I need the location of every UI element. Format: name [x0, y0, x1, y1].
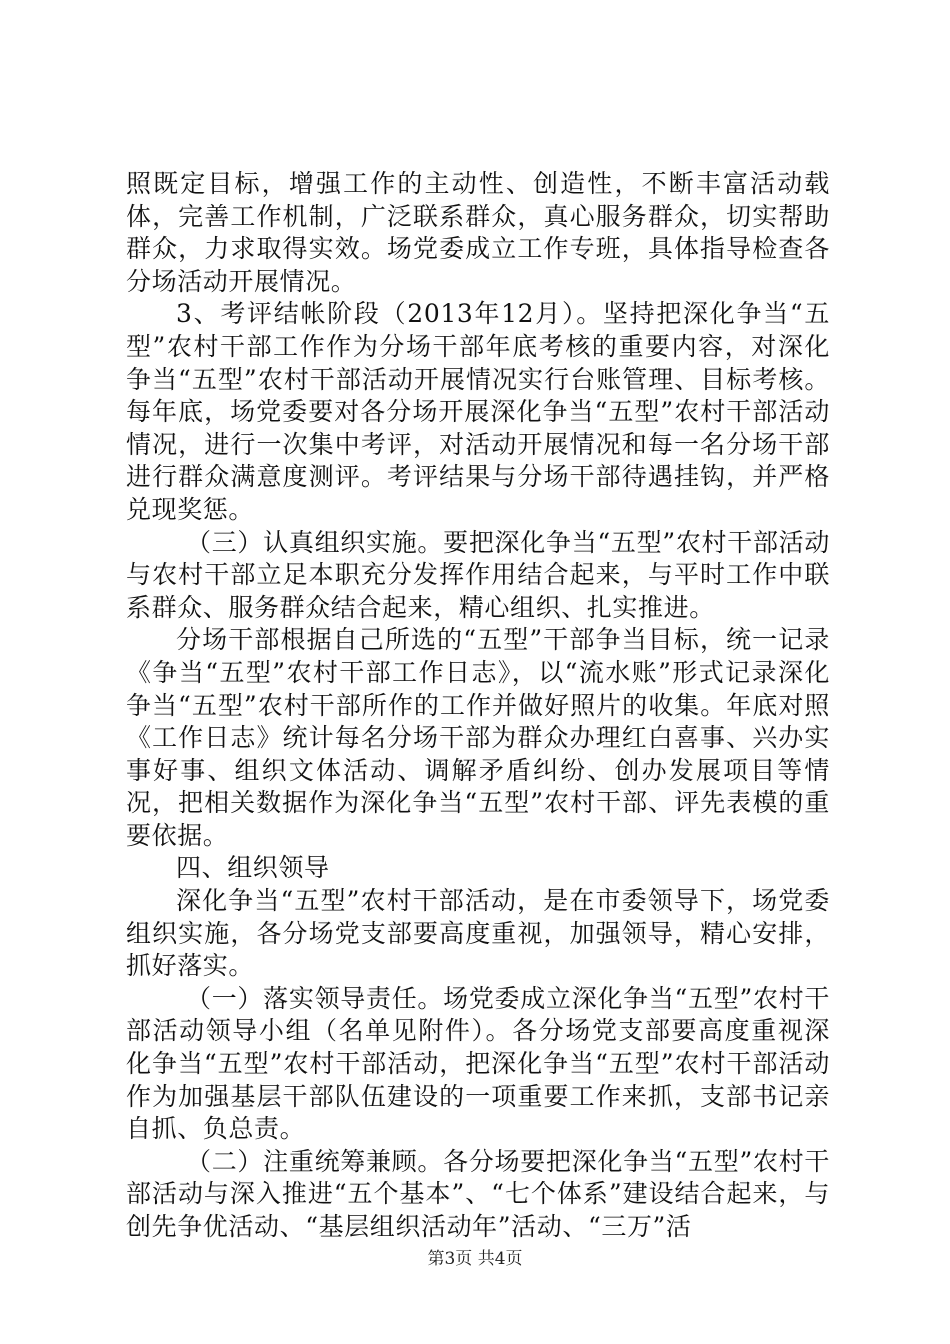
paragraph-coordination: （二）注重统筹兼顾。各分场要把深化争当“五型”农村干部活动与深入推进“五个基本”、“七个体系”建设结合起来，与创先争优活动、“基层组织活动年”活动、“三万”活: [126, 1146, 830, 1241]
paragraph-continuation: 照既定目标，增强工作的主动性、创造性，不断丰富活动载体，完善工作机制，广泛联系群众，真心服务群众，切实帮助群众，力求取得实效。场党委成立工作专班，具体指导检查各分场活动开展情况。: [126, 169, 830, 296]
paragraph-section-3: （三）认真组织实施。要把深化争当“五型”农村干部活动与农村干部立足本职充分发挥作用结合起来，与平时工作中联系群众、服务群众结合起来，精心组织、扎实推进。: [126, 527, 830, 622]
paragraph-stage-3: 3、考评结帐阶段（2013年12月）。坚持把深化争当“五型”农村干部工作作为分场干部年底考核的重要内容，对深化争当“五型”农村干部活动开展情况实行台账管理、目标考核。每年底，场党委要对各分场开展深化争当“五型”农村干部活动情况，进行一次集中考评，对活动开展情况和每一名分场干部进行群众满意度测评。考评结果与分场干部待遇挂钩，并严格兑现奖惩。: [126, 299, 830, 524]
paragraph-organization-intro: 深化争当“五型”农村干部活动，是在市委领导下，场党委组织实施，各分场党支部要高度重视，加强领导，精心安排，抓好落实。: [126, 886, 830, 981]
paragraph-leadership-responsibility: （一）落实领导责任。场党委成立深化争当“五型”农村干部活动领导小组（名单见附件）。各分场党支部要高度重视深化争当“五型”农村干部活动，把深化争当“五型”农村干部活动作为加强基层干部队伍建设的一项重要工作来抓，支部书记亲自抓、负总责。: [126, 983, 830, 1144]
paragraph-work-log: 分场干部根据自己所选的“五型”干部争当目标，统一记录《争当“五型”农村干部工作日志》，以“流水账”形式记录深化争当“五型”农村干部所作的工作并做好照片的收集。年底对照《工作日志》统计每名分场干部为群众办理红白喜事、兴办实事好事、组织文体活动、调解矛盾纠纷、创办发展项目等情况，把相关数据作为深化争当“五型”农村干部、评先表模的重要依据。: [126, 625, 830, 850]
document-body: [126, 168, 830, 1244]
section-heading-organization: 四、组织领导: [176, 853, 330, 883]
page-number-footer: 第3页 共4页: [427, 1249, 523, 1269]
